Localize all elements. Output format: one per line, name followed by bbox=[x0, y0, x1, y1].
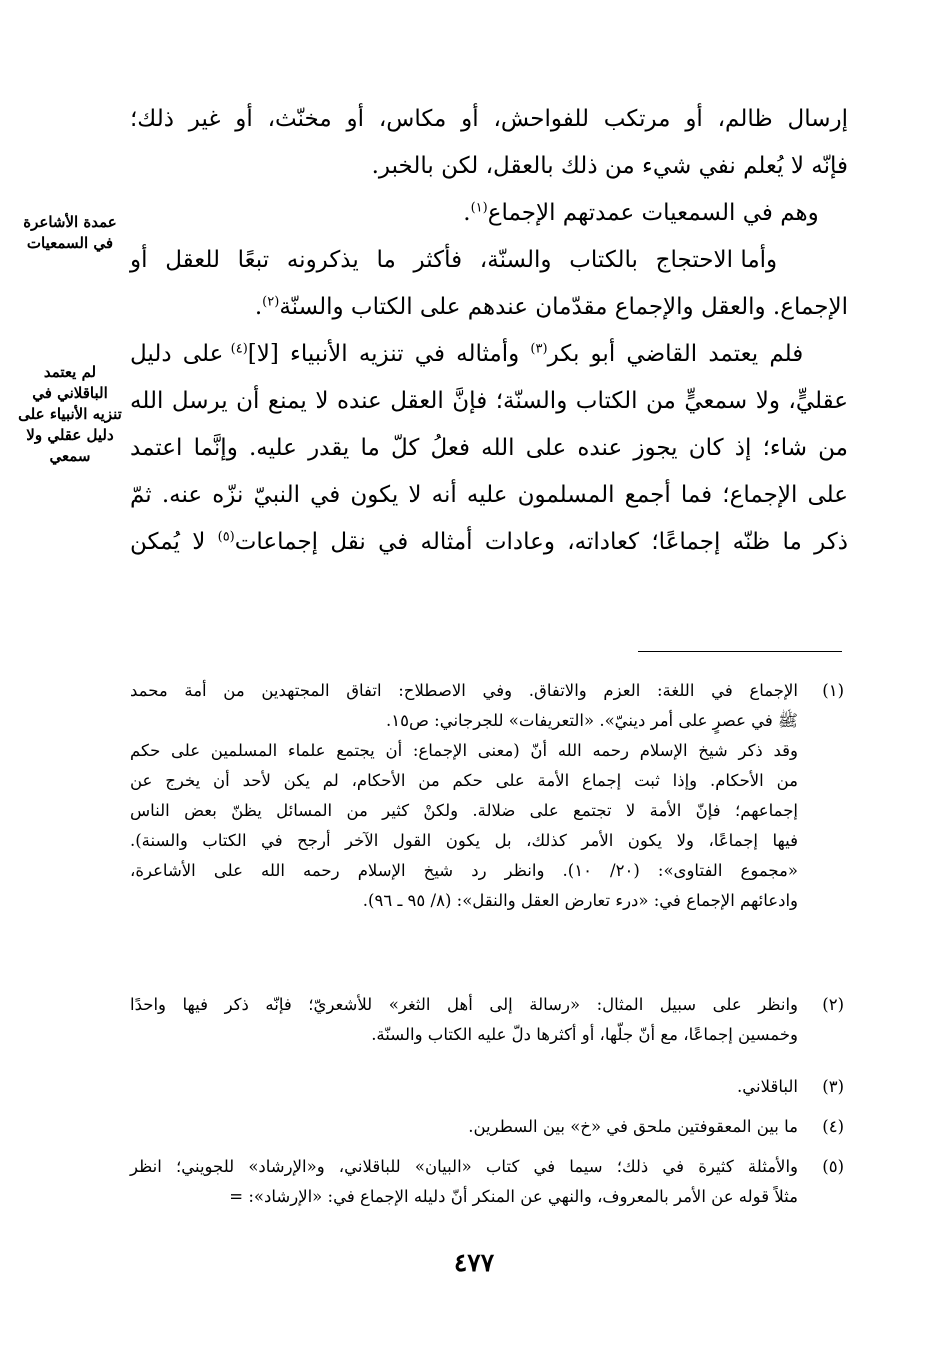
paragraph-line bbox=[130, 237, 848, 284]
footnote-line: وانظر على سبيل المثال: «رسالة إلى أهل الثغر» للأشعريّ؛ فإنّه ذكر فيها واحدًا bbox=[130, 995, 798, 1014]
footnote-separator bbox=[638, 651, 842, 652]
text-run: . bbox=[254, 294, 263, 320]
footnote-number: (١) bbox=[822, 681, 844, 700]
paragraph-line: عقليٍّ، ولا سمعيٍّ من الكتاب والسنّة؛ فإنَّ العقل عنده لا يمنع أن يرسل الله bbox=[130, 388, 848, 414]
text-run: ذكر ما ظنّه إجماعًا؛ كعاداته، وعادات أمثاله في نقل إجماعات bbox=[234, 529, 848, 555]
footnote-line: مثلاً قوله عن الأمر بالمعروف، والنهي عن المنكر أنّ دليله الإجماع في: «الإرشاد»: = bbox=[229, 1187, 798, 1206]
text-run: لا يُمكن bbox=[130, 529, 218, 555]
text-run: وأما الاحتجاج بالكتاب والسنّة، فأكثر ما يذكرونه تبعًا للعقل أو bbox=[130, 247, 778, 273]
paragraph-line bbox=[130, 284, 848, 331]
page-number: ٤٧٧ bbox=[453, 1248, 495, 1277]
footnote-ref: (٣) bbox=[530, 341, 548, 357]
footnote-line: فيها إجماعًا، ولا يكون الأمر كذلك، بل يكون القول الآخر أرجح في الكتاب والسنة). bbox=[130, 831, 798, 850]
footnote-line: إجماعهم؛ فإنّ الأمة لا تجتمع على ضلالة. ولكنْ كثير من المسائل يظنّ بعض الناس bbox=[130, 801, 798, 820]
margin-note: لم يعتمد الباقلاني في تنزيه الأنبياء على دليل عقلي ولا سمعي bbox=[18, 363, 122, 465]
footnote bbox=[130, 1152, 842, 1212]
text-run: . bbox=[463, 200, 471, 226]
footnote-number: (٢) bbox=[822, 995, 844, 1014]
paragraph-line: فإنّه لا يُعلم نفي شيء من ذلك بالعقل، لكن بالخبر. bbox=[371, 153, 848, 179]
footnote-line: والأمثلة كثيرة في ذلك؛ سيما في كتاب «البيان» للباقلاني، و«الإرشاد» للجويني؛ انظر bbox=[130, 1157, 798, 1176]
text-run: على دليل bbox=[130, 341, 231, 367]
footnote-ref: (٢) bbox=[262, 294, 280, 310]
footnote-line: وقد ذكر شيخ الإسلام رحمه الله أنّ (معنى الإجماع: أن يجتمع علماء المسلمين على حكم bbox=[130, 741, 798, 760]
footnote bbox=[130, 990, 842, 1050]
footnote-ref: (٤) bbox=[230, 341, 248, 357]
footnote-number: (٤) bbox=[822, 1117, 844, 1136]
footnote bbox=[130, 1112, 842, 1142]
footnote bbox=[130, 1072, 842, 1102]
paragraph-line bbox=[130, 519, 848, 566]
margin-note: عمدة الأشاعرة في السمعيات bbox=[23, 213, 117, 252]
text-run: وأمثاله في تنزيه الأنبياء [لا] bbox=[247, 341, 531, 367]
paragraph-line bbox=[130, 331, 848, 378]
footnote-ref: (٥) bbox=[217, 529, 235, 545]
footnote-line: وادعائهم الإجماع في: «درء تعارض العقل والنقل»: (٨/ ٩٥ ـ ٩٦). bbox=[362, 891, 798, 910]
footnote-line: «مجموع الفتاوى»: (٢٠/ ١٠). وانظر رد شيخ الإسلام رحمه الله على الأشاعرة، bbox=[130, 861, 798, 880]
footnote-number: (٣) bbox=[822, 1077, 844, 1096]
text-run: فلم يعتمد القاضي أبو بكر bbox=[547, 341, 804, 367]
footnote-line: الباقلاني. bbox=[737, 1077, 798, 1096]
footnote-number: (٥) bbox=[822, 1157, 844, 1176]
footnote-ref: (١) bbox=[470, 200, 488, 216]
footnote bbox=[130, 676, 842, 916]
footnote-line: وخمسين إجماعًا، مع أنّ جلّها، أو أكثرها دلّ عليه الكتاب والسنّة. bbox=[371, 1025, 798, 1044]
text-run: وهم في السمعيات عمدتهم الإجماع bbox=[487, 200, 819, 226]
paragraph-line bbox=[130, 190, 848, 237]
paragraph-line: على الإجماع؛ فما أجمع المسلمون عليه أنه لا يكون في النبيّ نزّه عنه. ثمّ bbox=[130, 482, 848, 508]
footnote-line: الإجماع في اللغة: العزم والاتفاق. وفي الاصطلاح: اتفاق المجتهدين من أمة محمد bbox=[130, 681, 798, 700]
footnote-line: ﷺ في عصرٍ على أمر دينيّ». «التعريفات» للجرجاني: ص١٥. bbox=[385, 711, 798, 730]
text-run: الإجماع. والعقل والإجماع مقدّمان عندهم على الكتاب والسنّة bbox=[279, 294, 848, 320]
footnote-line: ما بين المعقوفتين ملحق في «خ» بين السطرين. bbox=[468, 1117, 798, 1136]
main-text bbox=[130, 96, 848, 566]
paragraph-line: من شاء؛ إذ كان يجوز عنده على الله فعلُ كلّ ما يقدر عليه. وإنَّما اعتمد bbox=[130, 435, 848, 461]
paragraph-line: إرسال ظالم، أو مرتكب للفواحش، أو مكاس، أو مخنّث، أو غير ذلك؛ bbox=[130, 106, 848, 132]
footnote-line: من الأحكام. وإذا ثبت إجماع الأمة على حكم من الأحكام، لم يكن لأحد أن يخرج عن bbox=[130, 771, 798, 790]
